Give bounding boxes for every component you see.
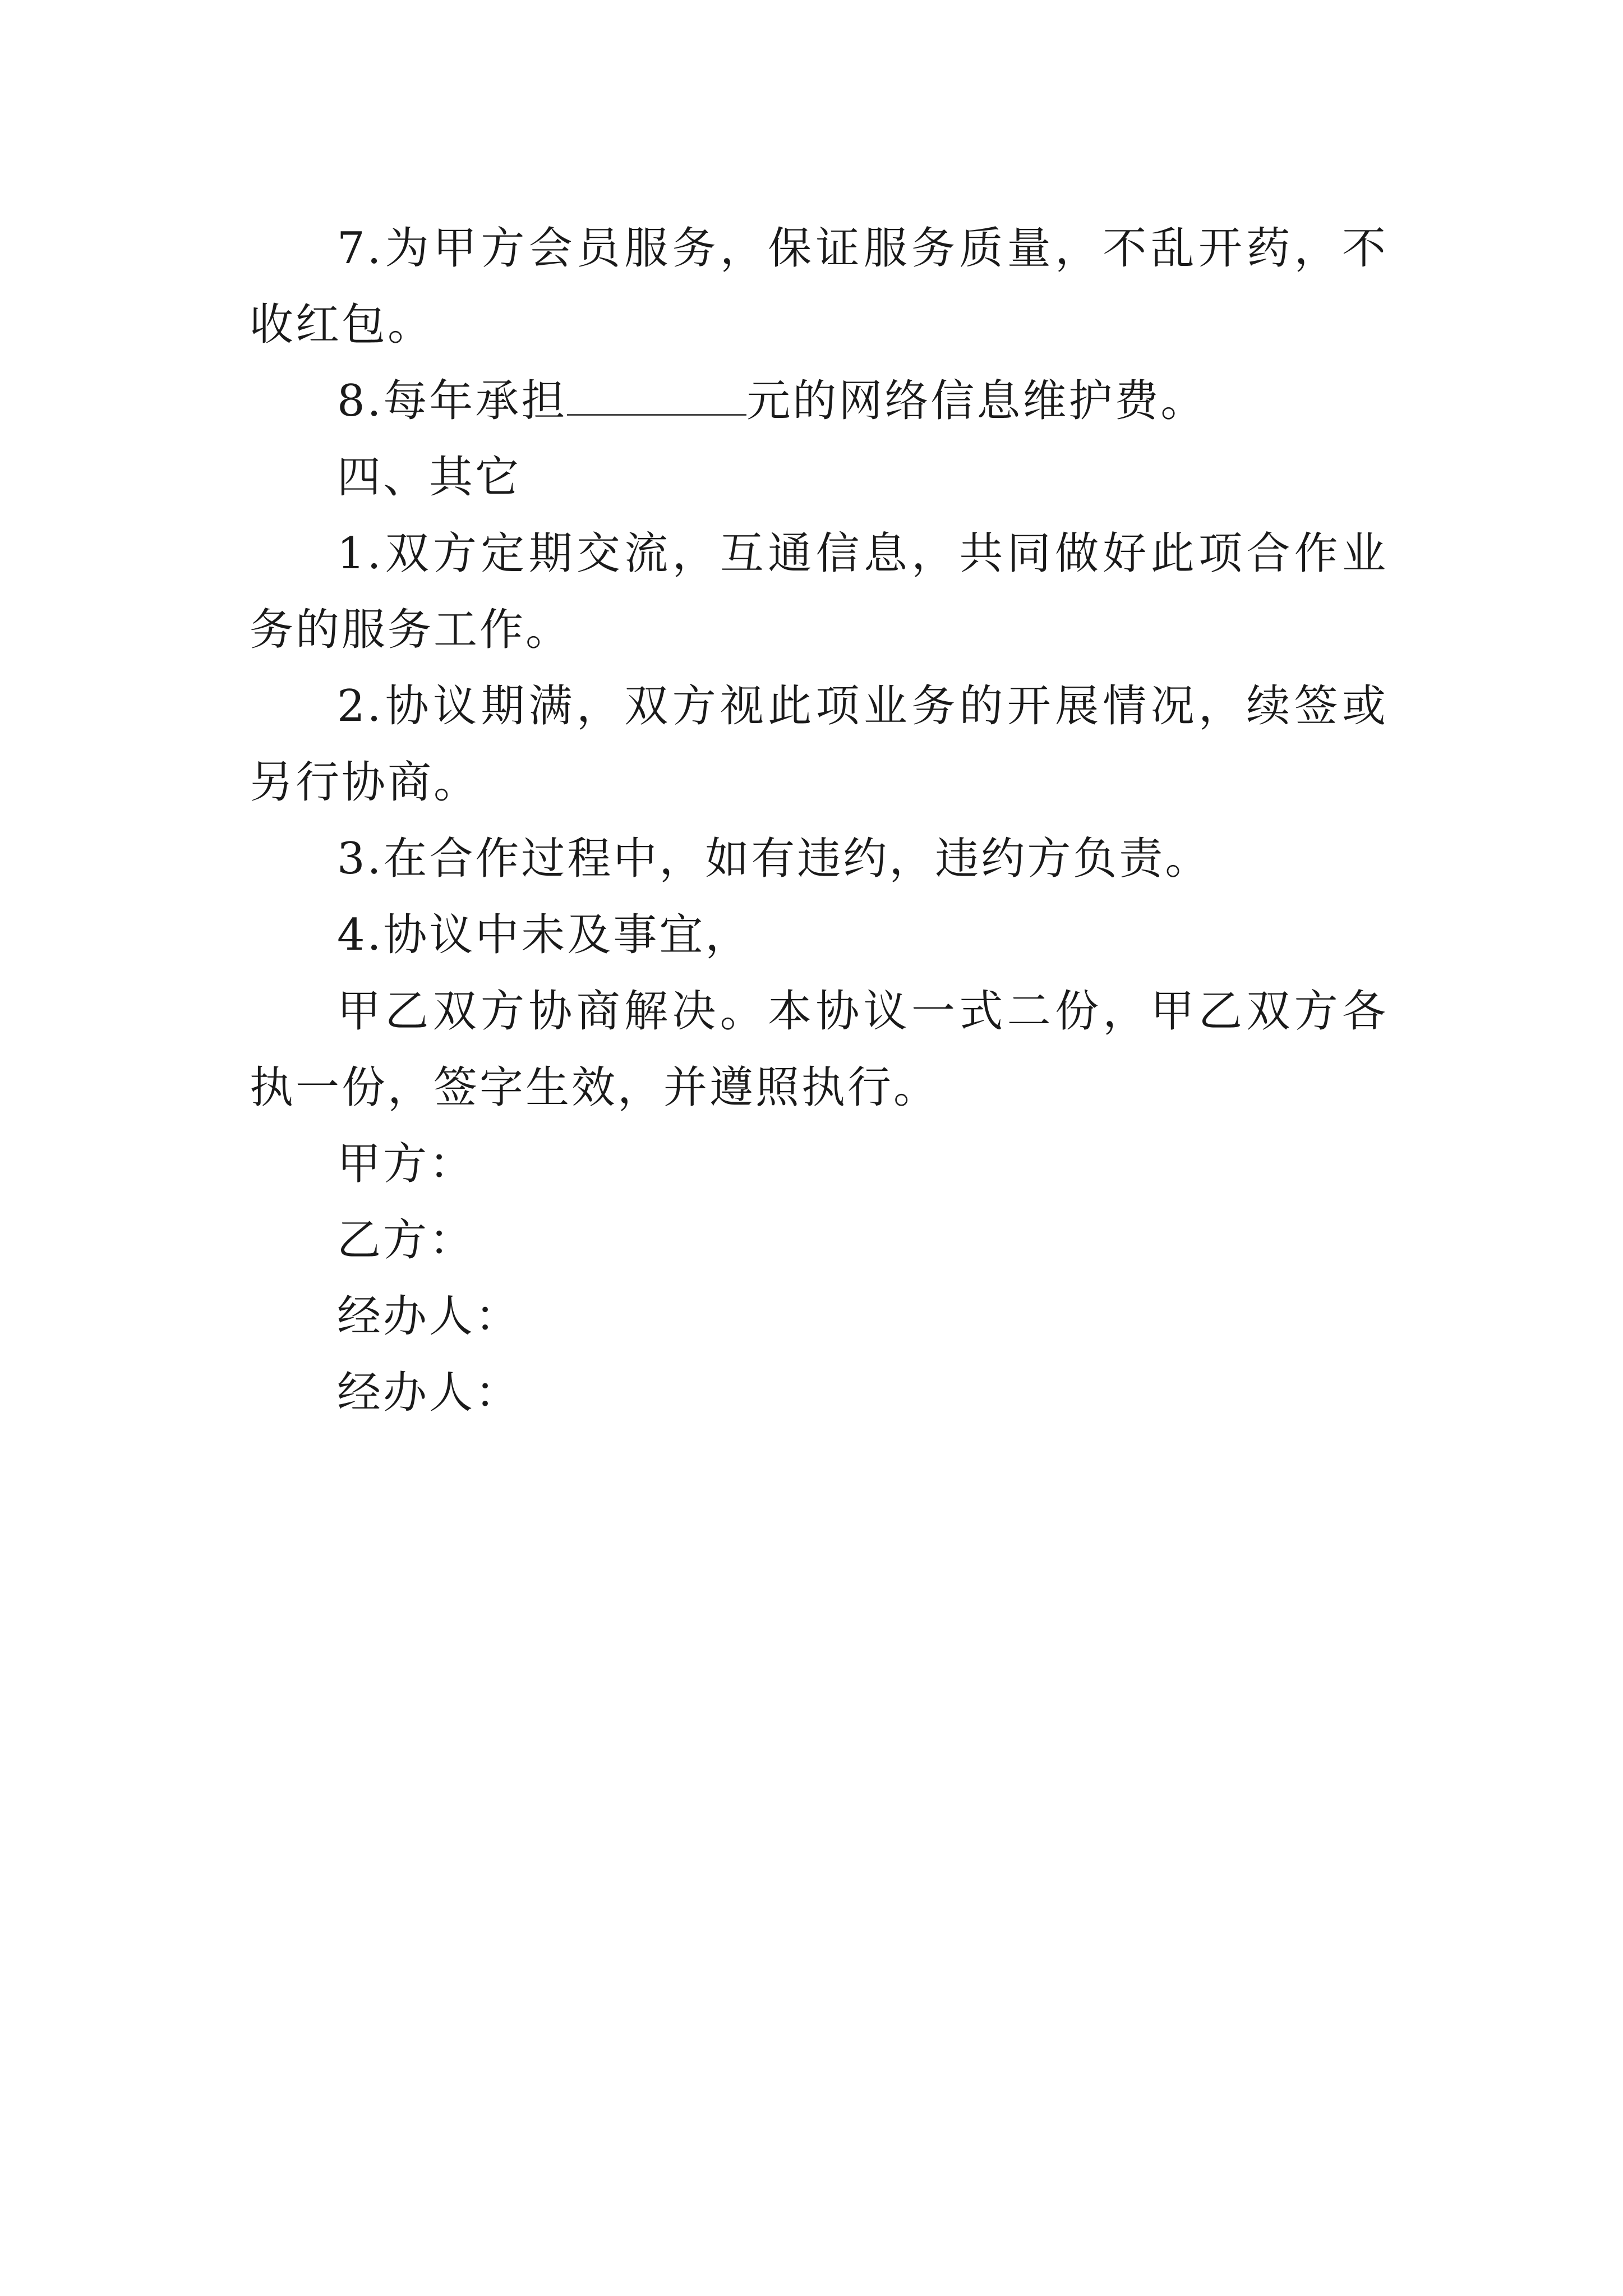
document-body (250, 210, 1388, 1431)
handler-signature-2: 经办人： (337, 1368, 522, 1418)
other-item-4: 4.协议中未及事宜， (337, 910, 751, 960)
other-item-2: 2.协议期满，双方视此项业务的开展情况，续签或另行协商。 (250, 681, 1388, 808)
party-b-signature: 乙方： (337, 1215, 476, 1266)
handler-signature-1: 经办人： (337, 1291, 522, 1342)
other-item-1: 1.双方定期交流，互通信息，共同做好此项合作业务的服务工作。 (250, 528, 1388, 655)
fee-amount-blank (567, 380, 746, 416)
section-heading-other: 四、其它 (337, 452, 522, 503)
closing-paragraph: 甲乙双方协商解决。本协议一式二份，甲乙双方各执一份，签字生效，并遵照执行。 (250, 986, 1388, 1113)
other-item-3: 3.在合作过程中，如有违约，违约方负责。 (337, 834, 1211, 884)
clause-item-8-prefix: 8.每年承担 (337, 376, 568, 426)
clause-item-8-suffix: 元的网络信息维护费。 (746, 376, 1207, 426)
clause-item-8 (250, 363, 1388, 439)
clause-item-7: 7.为甲方会员服务，保证服务质量，不乱开药，不收红包。 (250, 223, 1388, 350)
party-a-signature: 甲方： (337, 1139, 476, 1189)
